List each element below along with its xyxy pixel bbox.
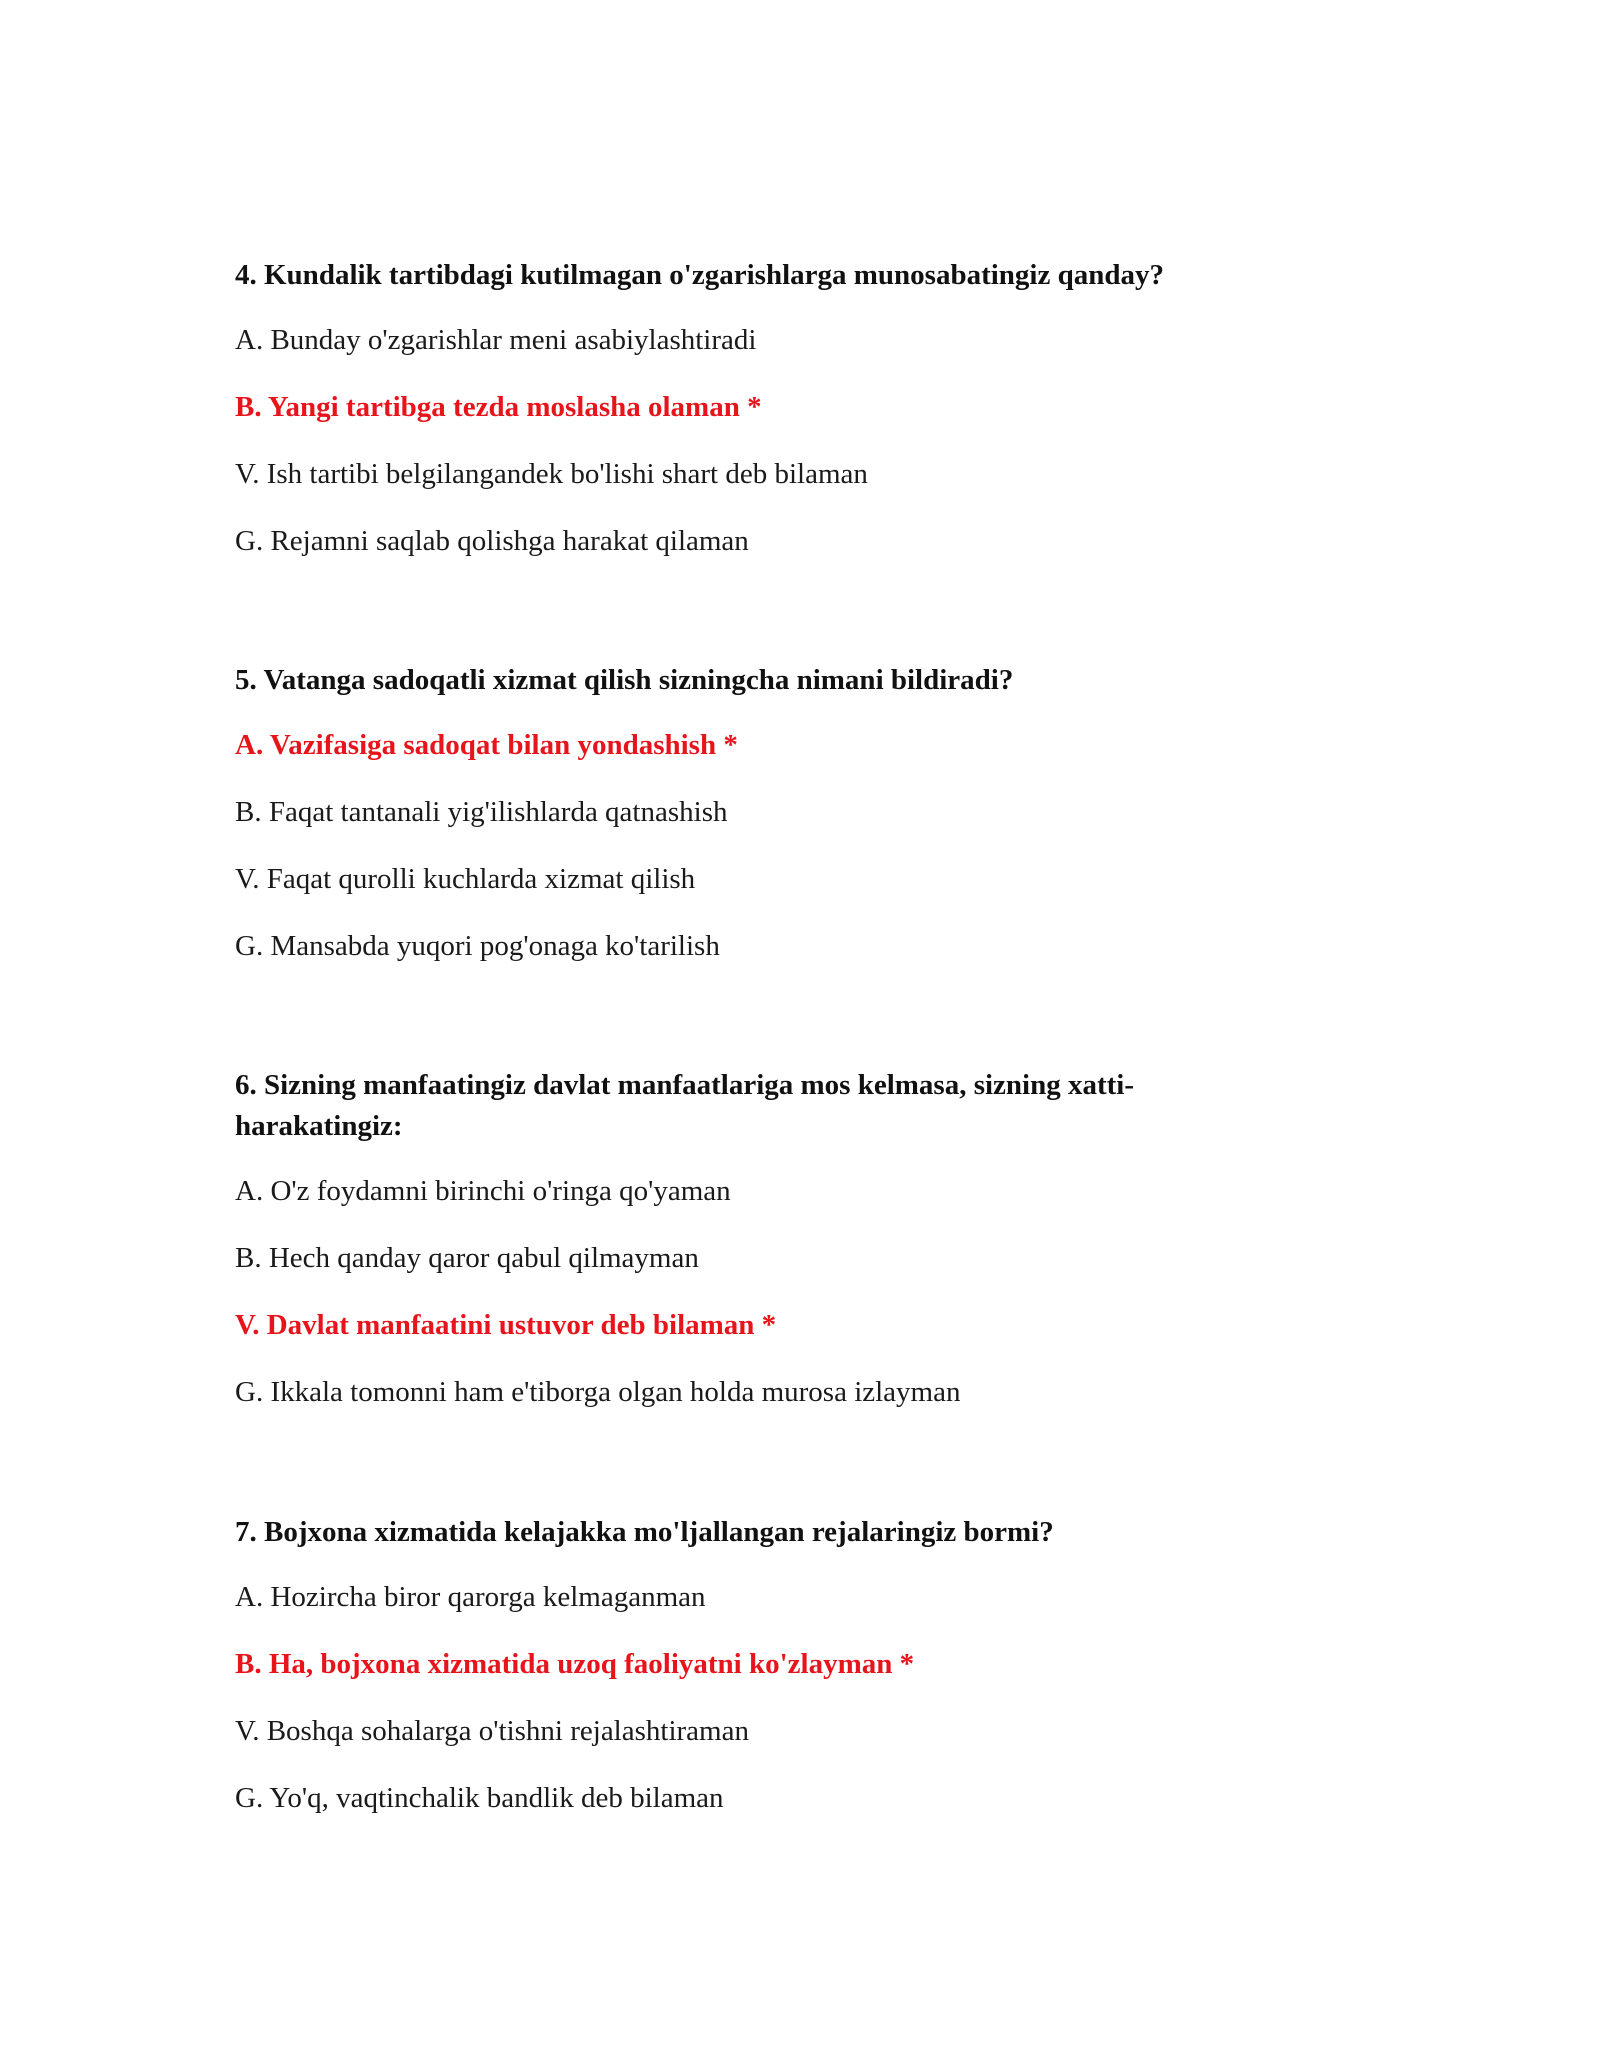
question-4-text: 4. Kundalik tartibdagi kutilmagan o'zgarishlarga munosabatingiz qanday?: [235, 259, 1164, 291]
question-5-text: 5. Vatanga sadoqatli xizmat qilish sizningcha nimani bildiradi?: [235, 664, 1014, 696]
question-6-text: 6. Sizning manfaatingiz davlat manfaatlariga mos kelmasa, sizning xatti-harakatingiz:: [235, 1069, 1135, 1142]
question-block-7: [235, 1512, 1255, 1832]
question-7-text: 7. Bojxona xizmatida kelajakka mo'ljallangan rejalaringiz bormi?: [235, 1516, 1054, 1548]
question-block-5: [235, 660, 1255, 980]
question-block-4: [235, 255, 1255, 575]
question-5-option-a-correct: A. Vazifasiga sadoqat bilan yondashish *: [235, 729, 738, 761]
question-6-option-a: A. O'z foydamni birinchi o'ringa qo'yaman: [235, 1175, 731, 1207]
question-4-option-v: V. Ish tartibi belgilangandek bo'lishi shart deb bilaman: [235, 458, 868, 490]
question-4-option-b-correct: B. Yangi tartibga tezda moslasha olaman *: [235, 391, 762, 423]
question-6-option-v-correct: V. Davlat manfaatini ustuvor deb bilaman *: [235, 1309, 777, 1341]
question-7-option-a: A. Hozircha biror qarorga kelmaganman: [235, 1581, 706, 1613]
question-4-option-a: A. Bunday o'zgarishlar meni asabiylashtiradi: [235, 324, 757, 356]
question-7-option-v: V. Boshqa sohalarga o'tishni rejalashtiraman: [235, 1715, 749, 1747]
question-5-option-g: G. Mansabda yuqori pog'onaga ko'tarilish: [235, 930, 720, 962]
question-6-option-g: G. Ikkala tomonni ham e'tiborga olgan holda murosa izlayman: [235, 1376, 961, 1408]
question-4-option-g: G. Rejamni saqlab qolishga harakat qilaman: [235, 525, 749, 557]
question-5-option-v: V. Faqat qurolli kuchlarda xizmat qilish: [235, 863, 696, 895]
question-7-option-b-correct: B. Ha, bojxona xizmatida uzoq faoliyatni ko'zlayman *: [235, 1648, 915, 1680]
question-block-6: [235, 1065, 1255, 1430]
question-5-option-b: B. Faqat tantanali yig'ilishlarda qatnashish: [235, 796, 728, 828]
question-6-option-b: B. Hech qanday qaror qabul qilmayman: [235, 1242, 699, 1274]
question-7-option-g: G. Yo'q, vaqtinchalik bandlik deb bilaman: [235, 1782, 724, 1814]
